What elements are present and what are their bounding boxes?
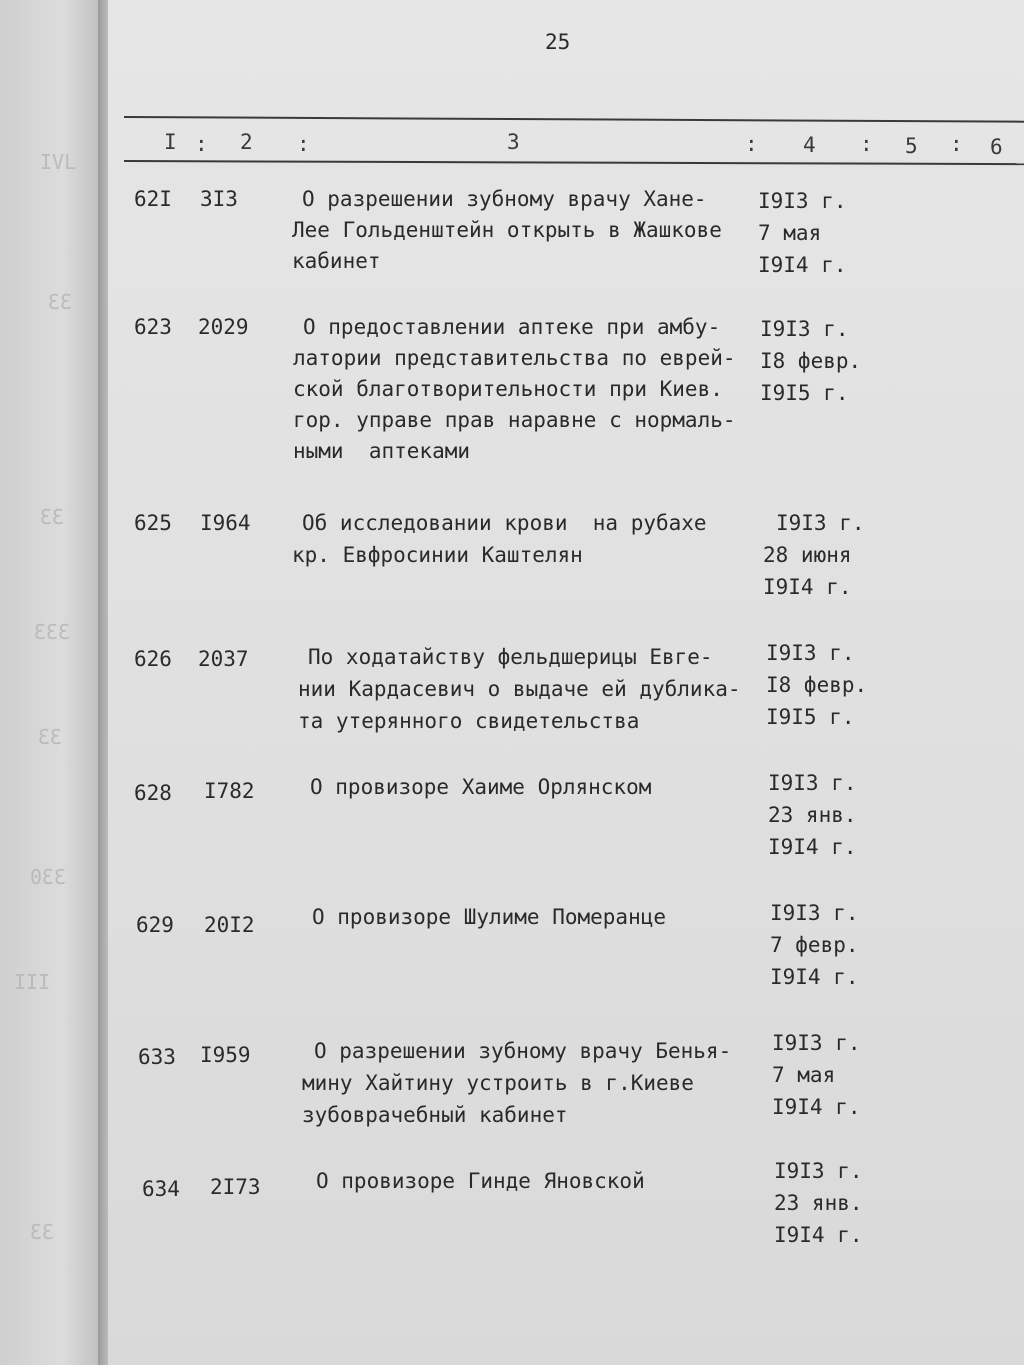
entry-number: 62I: [134, 187, 172, 211]
page-number: 25: [545, 30, 571, 54]
column-separator: :: [745, 132, 758, 156]
facing-page-mark: ƐƐƐ: [34, 620, 71, 644]
entry-description-line: О провизоре Гинде Яновской: [316, 1169, 645, 1193]
entry-description-line: кабинет: [292, 249, 381, 273]
facing-page-mark: ƐƐ: [38, 725, 63, 749]
entry-date-line: I9I4 г.: [763, 575, 852, 599]
entry-date-line: 7 мая: [758, 221, 822, 245]
entry-number: 634: [142, 1177, 180, 1201]
column-header-4: 4: [803, 133, 816, 157]
entry-description-line: кр. Евфросинии Каштелян: [292, 543, 583, 567]
column-header-5: 5: [905, 134, 918, 158]
facing-page: [0, 0, 104, 1365]
entry-code: 2037: [198, 647, 249, 671]
entry-description-line: нии Кардасевич о выдаче ей дублика-: [298, 677, 741, 701]
facing-page-mark: ƐƐ: [40, 505, 65, 529]
facing-page-mark: ƐƐ: [48, 290, 73, 314]
entry-code: 20I2: [204, 913, 255, 937]
entry-number: 633: [138, 1045, 176, 1069]
facing-page-mark: III: [14, 970, 51, 994]
entry-date-line: I9I4 г.: [768, 835, 857, 859]
entry-description-line: О провизоре Шулиме Померанце: [312, 905, 667, 929]
entry-code: 3I3: [200, 187, 238, 211]
entry-description-line: Лее Гольденштейн открыть в Жашкове: [292, 218, 722, 242]
column-header-2: 2: [240, 130, 253, 154]
entry-code: 2I73: [210, 1175, 261, 1199]
entry-description-line: латории представительства по еврей-: [293, 346, 736, 370]
entry-description-line: зубоврачебный кабинет: [302, 1103, 568, 1127]
entry-code: I959: [200, 1043, 251, 1067]
entry-date-line: I9I4 г.: [770, 965, 859, 989]
column-header-3: 3: [507, 130, 520, 154]
entry-number: 626: [134, 647, 172, 671]
entry-date-line: I9I4 г.: [772, 1095, 861, 1119]
entry-date-line: I9I3 г.: [760, 317, 849, 341]
entry-date-line: 23 янв.: [774, 1191, 863, 1215]
entry-date-line: I9I5 г.: [766, 705, 855, 729]
entry-date-line: I9I4 г.: [758, 253, 847, 277]
entry-date-line: I9I3 г.: [776, 511, 865, 535]
entry-date-line: I8 февр.: [760, 349, 862, 373]
entry-code: I964: [200, 511, 251, 535]
entry-date-line: I9I3 г.: [772, 1031, 861, 1055]
column-separator: :: [950, 132, 963, 156]
entry-description-line: ской благотворительности при Киев.: [293, 377, 723, 401]
entry-date-line: I9I4 г.: [774, 1223, 863, 1247]
column-header-1: I: [164, 130, 177, 154]
entry-code: I782: [204, 779, 255, 803]
entry-date-line: 7 февр.: [770, 933, 859, 957]
entry-date-line: 28 июня: [763, 543, 852, 567]
entry-date-line: I9I5 г.: [760, 381, 849, 405]
entry-date-line: I9I3 г.: [758, 189, 847, 213]
column-separator: :: [860, 132, 873, 156]
entry-date-line: I8 февр.: [766, 673, 868, 697]
entry-date-line: I9I3 г.: [774, 1159, 863, 1183]
entry-number: 629: [136, 913, 174, 937]
entry-description-line: мину Хайтину устроить в г.Киеве: [302, 1071, 694, 1095]
entry-date-line: 23 янв.: [768, 803, 857, 827]
entry-description-line: ными аптеками: [293, 439, 471, 463]
entry-description-line: О предоставлении аптеке при амбу-: [303, 315, 721, 339]
entry-description-line: гор. управе прав наравне с нормаль-: [293, 408, 736, 432]
entry-description-line: О разрешении зубному врачу Бенья-: [314, 1039, 732, 1063]
entry-description-line: О провизоре Хаиме Орлянском: [310, 775, 652, 799]
column-header-6: 6: [990, 135, 1003, 159]
entry-description-line: О разрешении зубному врачу Хане-: [302, 187, 707, 211]
entry-description-line: та утерянного свидетельства: [298, 709, 640, 733]
entry-date-line: I9I3 г.: [770, 901, 859, 925]
entry-number: 623: [134, 315, 172, 339]
column-separator: :: [195, 132, 208, 156]
entry-description-line: Об исследовании крови на рубахе: [302, 511, 707, 535]
column-separator: :: [297, 132, 310, 156]
entry-description-line: По ходатайству фельдшерицы Евге-: [308, 645, 713, 669]
entry-number: 625: [134, 511, 172, 535]
entry-number: 628: [134, 781, 172, 805]
entry-date-line: I9I3 г.: [768, 771, 857, 795]
facing-page-mark: ƐƐ: [30, 1220, 55, 1244]
entry-date-line: I9I3 г.: [766, 641, 855, 665]
entry-date-line: 7 мая: [772, 1063, 836, 1087]
facing-page-mark: IVL: [40, 150, 77, 174]
entry-code: 2029: [198, 315, 249, 339]
facing-page-mark: 0ƐƐ: [30, 865, 67, 889]
